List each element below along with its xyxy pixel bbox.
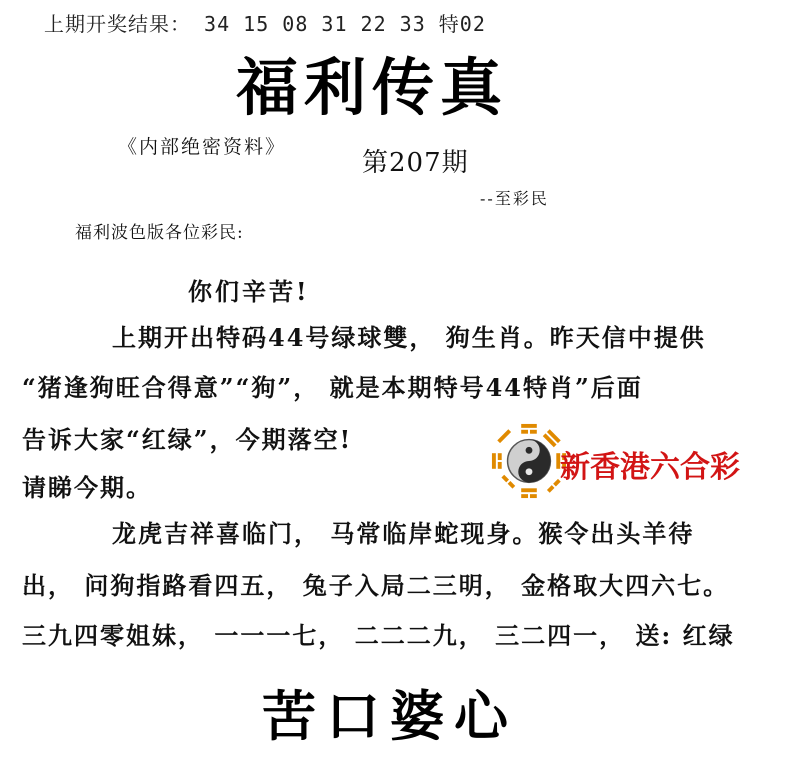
addressee: --至彩民	[480, 189, 549, 208]
watermark-text: 新香港六合彩	[560, 450, 740, 485]
body-line-2: 上期开出特码44号绿球雙， 狗生肖。昨天信中提供	[112, 323, 706, 352]
watermark-badge	[490, 420, 770, 500]
greeting: 福利波色版各位彩民:	[75, 223, 244, 243]
subtitle: 《内部绝密资料》	[118, 136, 287, 158]
body-line-5: 请睇今期。	[22, 473, 152, 502]
page-title: 福利传真	[236, 51, 509, 124]
body-line-1: 你们辛苦!	[188, 277, 310, 306]
body-line-8: 三九四零姐妹， 一一一七， 二二二九， 三二四一， 送: 红绿	[22, 621, 735, 650]
body-line-6: 龙虎吉祥喜临门， 马常临岸蛇现身。猴令出头羊待	[112, 519, 695, 548]
issue-number: 第207期	[362, 148, 469, 178]
body-line-7: 出， 问狗指路看四五， 兔子入局二三明， 金格取大四六七。	[22, 571, 730, 600]
closing-phrase: 苦口婆心	[262, 684, 518, 748]
body-line-4: 告诉大家“红绿”，今期落空!	[22, 425, 353, 454]
yin-yang-bagua-icon	[490, 422, 568, 500]
last-draw-result: 上期开奖结果： 34 15 08 31 22 33 特02	[44, 12, 486, 36]
body-line-3: “猪逢狗旺合得意”“狗”， 就是本期特号44特肖”后面	[22, 373, 643, 402]
